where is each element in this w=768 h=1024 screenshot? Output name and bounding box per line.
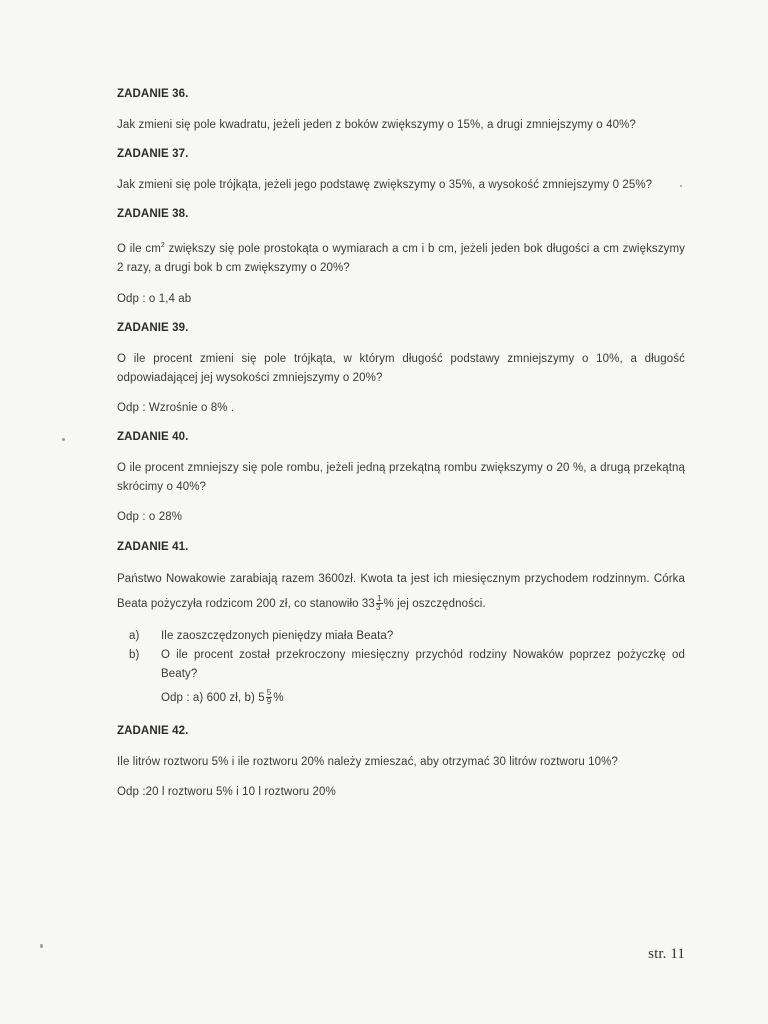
task-37-heading: ZADANIE 37. — [117, 148, 189, 160]
task-39-heading: ZADANIE 39. — [117, 321, 189, 334]
list-marker: b) — [129, 648, 140, 661]
subquestion-text: Ile zaoszczędzonych pieniędzy miała Beata? — [161, 629, 394, 642]
list-marker: a) — [129, 629, 140, 642]
task-41-fraction-denominator: 3 — [375, 603, 381, 613]
task-37-question: Jak zmieni się pole trójkąta, jeżeli jego podstawę zwiększymy o 35%, a wysokość zmniejszymy 0 25%? — [117, 179, 653, 191]
task-38-answer: Odp : o 1,4 ab — [117, 292, 192, 305]
page-number: str. 11 — [648, 946, 685, 962]
task-41-answer-start: Odp : a) 600 zł, b) 5 — [161, 691, 265, 704]
task-41-heading: ZADANIE 41. — [117, 540, 189, 553]
task-41-answer-end: % — [273, 691, 284, 704]
task-40-question: O ile procent zmniejszy się pole rombu, jeżeli jedną przekątną rombu zwiększymy o 20 %, a drugą przekątną skrócimy o 40%? — [117, 461, 685, 493]
task-42-heading: ZADANIE 42. — [117, 724, 189, 737]
task-38-question — [117, 236, 685, 278]
task-42-question: Ile litrów roztworu 5% i ile roztworu 20% należy zmieszać, aby otrzymać 30 litrów roztworu 10%? — [117, 755, 618, 768]
task-41-fraction — [376, 595, 383, 612]
task-38-question-end: zwiększy się pole prostokąta o wymiarach a cm i b cm, jeżeli jeden bok długości a cm zwiększymy 2 razy, a drugi bok b cm zwiększymy o 20%? — [117, 242, 685, 274]
task-39-answer: Odp : Wzrośnie o 8% . — [117, 401, 235, 414]
task-41-subquestion-b — [117, 646, 685, 684]
task-36-question: Jak zmieni się pole kwadratu, jeżeli jeden z boków zwiększymy o 15%, a drugi zmniejszymy o 40%? — [117, 119, 636, 131]
task-41-subquestion-a — [117, 627, 685, 646]
task-41-question-start: Państwo Nowakowie zarabiają razem 3600zł. Kwota ta jest ich miesięcznym przychodem rodzinnym. Córka Beata pożyczyła rodzicom 200 zł, co stanowiło 33 — [117, 572, 685, 610]
answer-fraction-numerator: 5 — [266, 688, 272, 698]
scan-speck — [680, 185, 682, 187]
task-41-question-end: % jej oszczędności. — [383, 597, 486, 610]
task-38-question-start: O ile cm — [117, 242, 161, 255]
task-41-subquestions — [117, 627, 685, 684]
scan-speck — [62, 438, 65, 441]
task-36-heading: ZADANIE 36. — [117, 88, 189, 100]
task-41-fraction-numerator: 1 — [376, 594, 382, 604]
task-41-answer-fraction — [266, 689, 273, 706]
task-38-superscript: 2 — [160, 242, 165, 249]
task-38-heading: ZADANIE 38. — [117, 208, 189, 220]
task-41-answer — [117, 687, 685, 709]
answer-fraction-denominator: 9 — [266, 697, 272, 707]
task-42-answer: Odp :20 l roztworu 5% i 10 l roztworu 20% — [117, 785, 336, 798]
scan-speck — [40, 944, 43, 948]
page-content — [117, 86, 685, 800]
task-40-heading: ZADANIE 40. — [117, 430, 189, 443]
task-40-answer: Odp : o 28% — [117, 510, 183, 523]
task-41-question — [117, 567, 685, 617]
task-39-question: O ile procent zmieni się pole trójkąta, w którym długość podstawy zmniejszymy o 10%, a długość odpowiadającej jej wysokości zmniejszymy o 20%? — [117, 352, 685, 384]
subquestion-text: O ile procent został przekroczony miesięczny przychód rodziny Nowaków poprzez pożyczkę od Beaty? — [161, 648, 685, 680]
